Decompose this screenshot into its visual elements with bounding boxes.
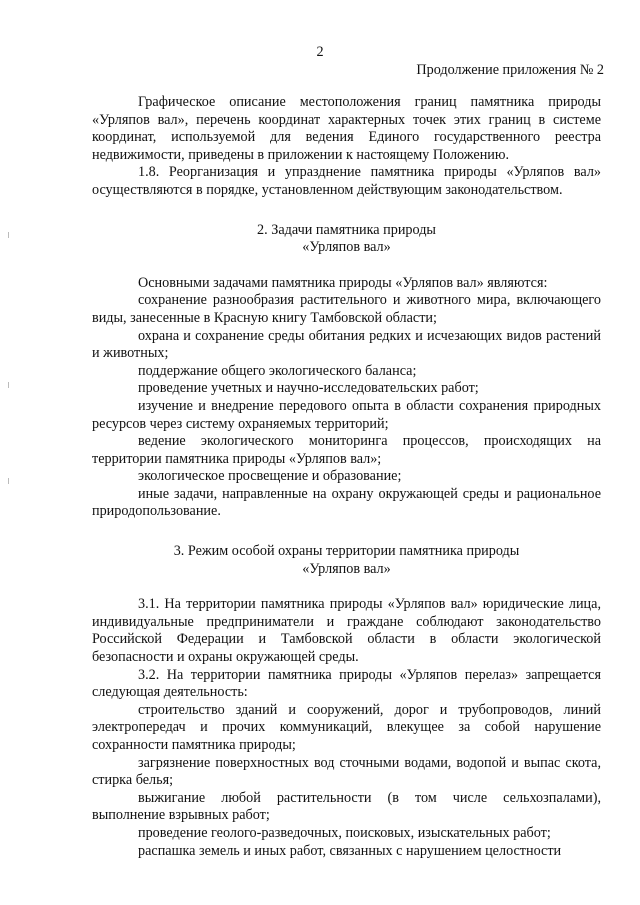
list-item: проведение геолого-разведочных, поисковых, изыскательных работ; (138, 824, 551, 841)
paragraph: 1.8. Реорганизация и упразднение памятника природы «Урляпов вал» осуществляются в порядке, установленном действующим законодательством. (92, 164, 601, 198)
margin-mark (8, 232, 9, 238)
list-item: экологическое просвещение и образование; (138, 468, 402, 485)
paragraph: Графическое описание местоположения границ памятника природы «Урляпов вал», перечень координат характерных точек этих границ в системе координат, используемой для ведения Единого государственного реестра недвижимости, приведены в приложении к настоящему Положению. (92, 94, 601, 163)
section-subtitle: «Урляпов вал» (302, 560, 391, 577)
section-subtitle: «Урляпов вал» (302, 239, 391, 256)
list-item: сохранение разнообразия растительного и животного мира, включающего виды, занесенные в Красную книгу Тамбовской области; (92, 292, 601, 326)
section-heading (92, 543, 601, 578)
section-heading (92, 222, 601, 257)
margin-mark (8, 382, 9, 388)
annex-label: Продолжение приложения № 2 (416, 62, 604, 78)
list-item: загрязнение поверхностных вод сточными водами, водопой и выпас скота, стирка белья; (92, 754, 601, 789)
paragraph: 3.1. На территории памятника природы «Урляпов вал» юридические лица, индивидуальные предприниматели и граждане соблюдают законодательство Российской Федерации и Тамбовской области в области экологической безопасности и охраны окружающей среды. (92, 596, 601, 666)
list-item: распашка земель и иных работ, связанных с нарушением целостности (138, 842, 562, 859)
paragraph: 3.2. На территории памятника природы «Урляпов перелаз» запрещается следующая деятельность: (92, 666, 601, 701)
section-title: 3. Режим особой охраны территории памятника природы (173, 543, 520, 560)
page-number: 2 (316, 44, 324, 60)
paragraph: Основными задачами памятника природы «Урляпов вал» являются: (138, 274, 548, 291)
list-item: ведение экологического мониторинга процессов, происходящих на территории памятника природы «Урляпов вал»; (92, 433, 601, 467)
list-item: охрана и сохранение среды обитания редких и исчезающих видов растений и животных; (92, 327, 601, 362)
section-title: 2. Задачи памятника природы (257, 221, 436, 238)
list-item: изучение и внедрение передового опыта в области сохранения природных ресурсов через систему охраняемых территорий; (92, 397, 601, 432)
margin-mark (8, 478, 9, 484)
list-item: иные задачи, направленные на охрану окружающей среды и рациональное природопользование. (92, 485, 601, 520)
document-body (92, 94, 601, 860)
list-item: проведение учетных и научно-исследовательских работ; (138, 380, 479, 397)
list-item: выжигание любой растительности (в том числе сельхозпалами), выполнение взрывных работ; (92, 789, 601, 824)
list-item: поддержание общего экологического баланса; (138, 362, 417, 379)
list-item: строительство зданий и сооружений, дорог и трубопроводов, линий электропередач и прочих коммуникаций, влекущее за собой нарушение сохранности памятника природы; (92, 701, 601, 753)
